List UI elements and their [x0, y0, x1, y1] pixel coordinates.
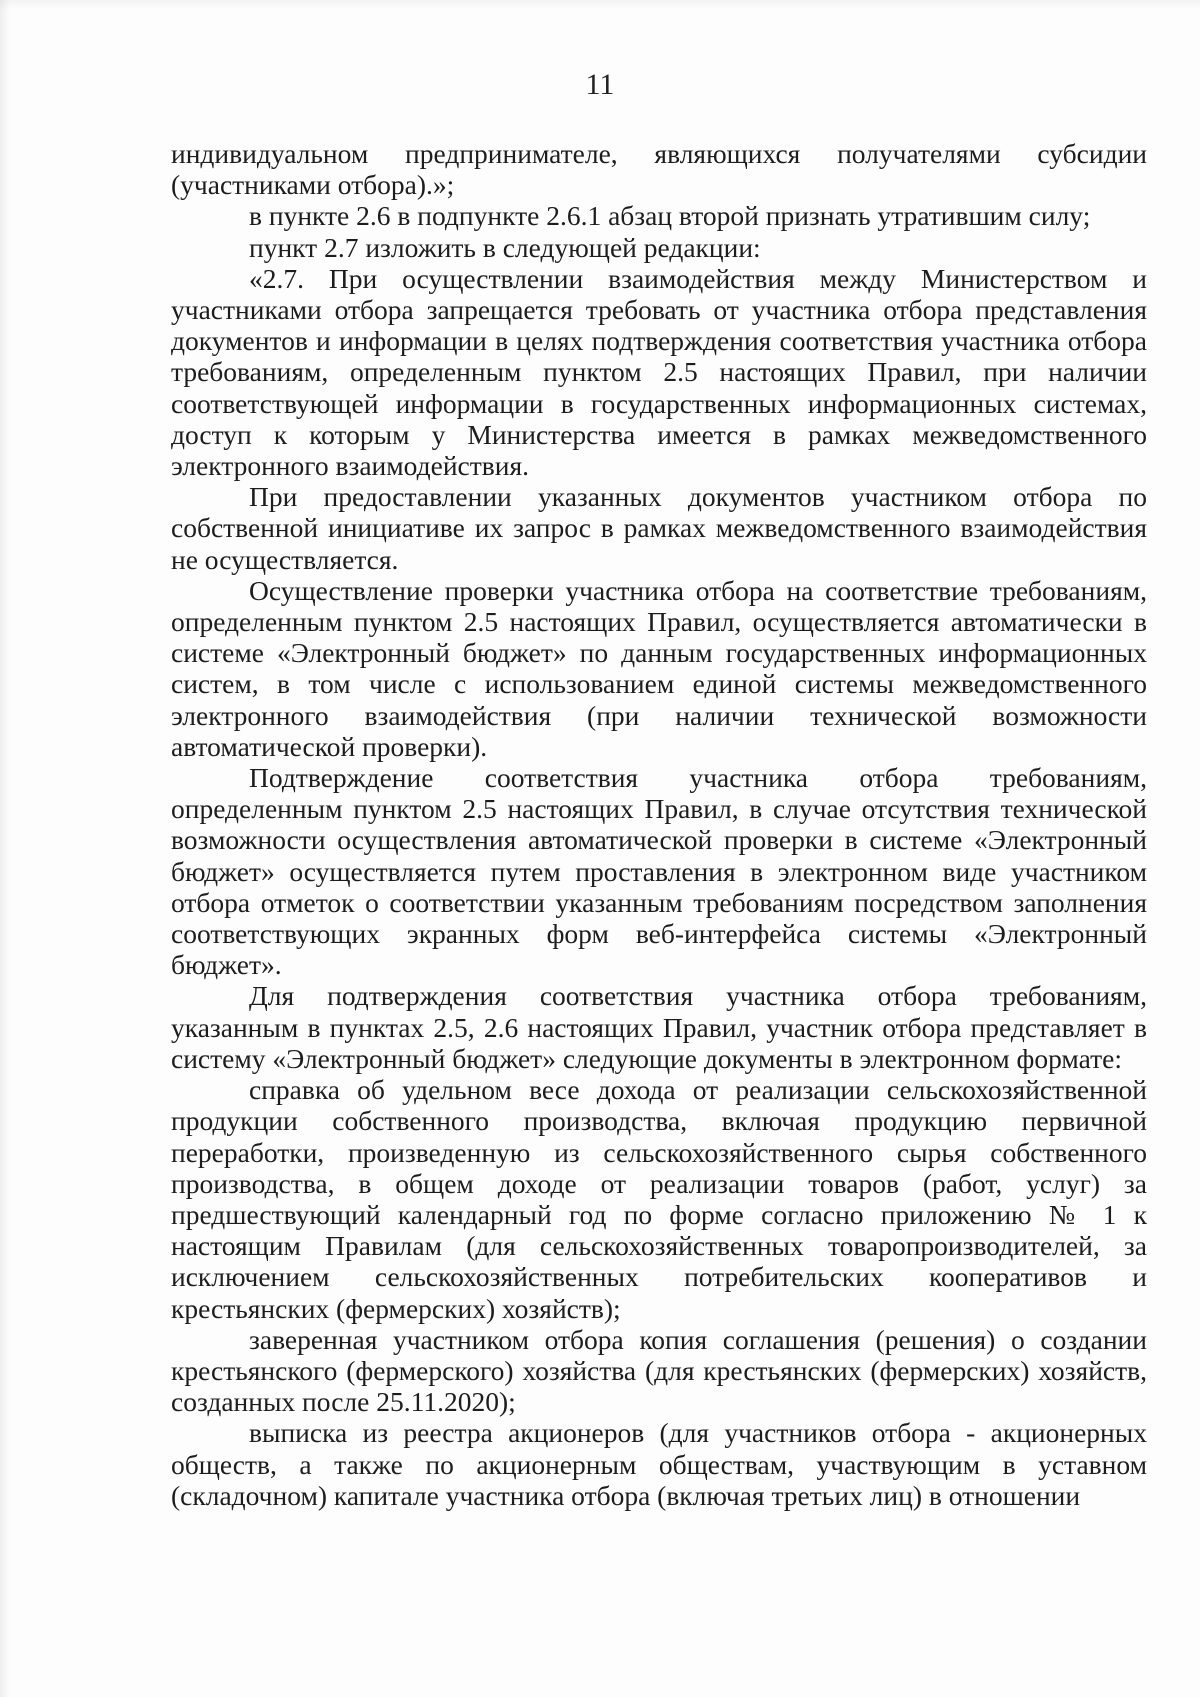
paragraph-3: пункт 2.7 изложить в следующей редакции:	[249, 231, 761, 263]
paragraph-7: Подтверждение соответствия участника отбора требованиям, определенным пунктом 2.5 настоящих Правил, в случае отсутствия технической возможности осуществления автоматической проверки в системе «Электронный бюджет» осуществляется путем проставления в электронном виде участником отбора отметок о соответствии указанным требованиям посредством заполнения соответствующих экранных форм веб-интерфейса системы «Электронный бюджет».	[171, 762, 1147, 981]
document-body	[171, 138, 1147, 1511]
paragraph-5: При предоставлении указанных документов участником отбора по собственной инициативе их запрос в рамках межведомственного взаимодействия не осуществляется.	[171, 481, 1147, 575]
paragraph-11: выписка из реестра акционеров (для участников отбора - акционерных обществ, а также по акционерным обществам, участвующим в уставном (складочном) капитале участника отбора (включая третьих лиц) в отношении	[171, 1417, 1147, 1511]
paragraph-1: индивидуальном предпринимателе, являющихся получателями субсидии (участниками отбора).»;	[171, 138, 1147, 201]
page-number: 11	[585, 68, 615, 101]
paragraph-6: Осуществление проверки участника отбора на соответствие требованиям, определенным пунктом 2.5 настоящих Правил, осуществляется автоматически в системе «Электронный бюджет» по данным государственных информационных систем, в том числе с использованием единой системы межведомственного электронного взаимодействия (при наличии технической возможности автоматической проверки).	[171, 574, 1147, 762]
paragraph-2: в пункте 2.6 в подпункте 2.6.1 абзац второй признать утратившим силу;	[249, 200, 1091, 232]
paragraph-9: справка об удельном весе дохода от реализации сельскохозяйственной продукции собственного производства, включая продукцию первичной переработки, произведенную из сельскохозяйственного сырья собственного производства, в общем доходе от реализации товаров (работ, услуг) за предшествующий календарный год по форме согласно приложению № 1 к настоящим Правилам (для сельскохозяйственных товаропроизводителей, за исключением сельскохозяйственных потребительских кооперативов и крестьянских (фермерских) хозяйств);	[171, 1074, 1147, 1324]
paragraph-8: Для подтверждения соответствия участника отбора требованиям, указанным в пунктах 2.5, 2.6 настоящих Правил, участник отбора представляет в систему «Электронный бюджет» следующие документы в электронном формате:	[171, 980, 1147, 1074]
paragraph-4: «2.7. При осуществлении взаимодействия между Министерством и участниками отбора запрещается требовать от участника отбора представления документов и информации в целях подтверждения соответствия участника отбора требованиям, определенным пунктом 2.5 настоящих Правил, при наличии соответствующей информации в государственных информационных системах, доступ к которым у Министерства имеется в рамках межведомственного электронного взаимодействия.	[171, 262, 1147, 482]
scan-edge-shadow	[0, 0, 10, 1697]
paragraph-10: заверенная участником отбора копия соглашения (решения) о создании крестьянского (фермерского) хозяйства (для крестьянских (фермерских) хозяйств, созданных после 25.11.2020);	[171, 1323, 1147, 1418]
scan-top-edge	[0, 0, 1200, 10]
